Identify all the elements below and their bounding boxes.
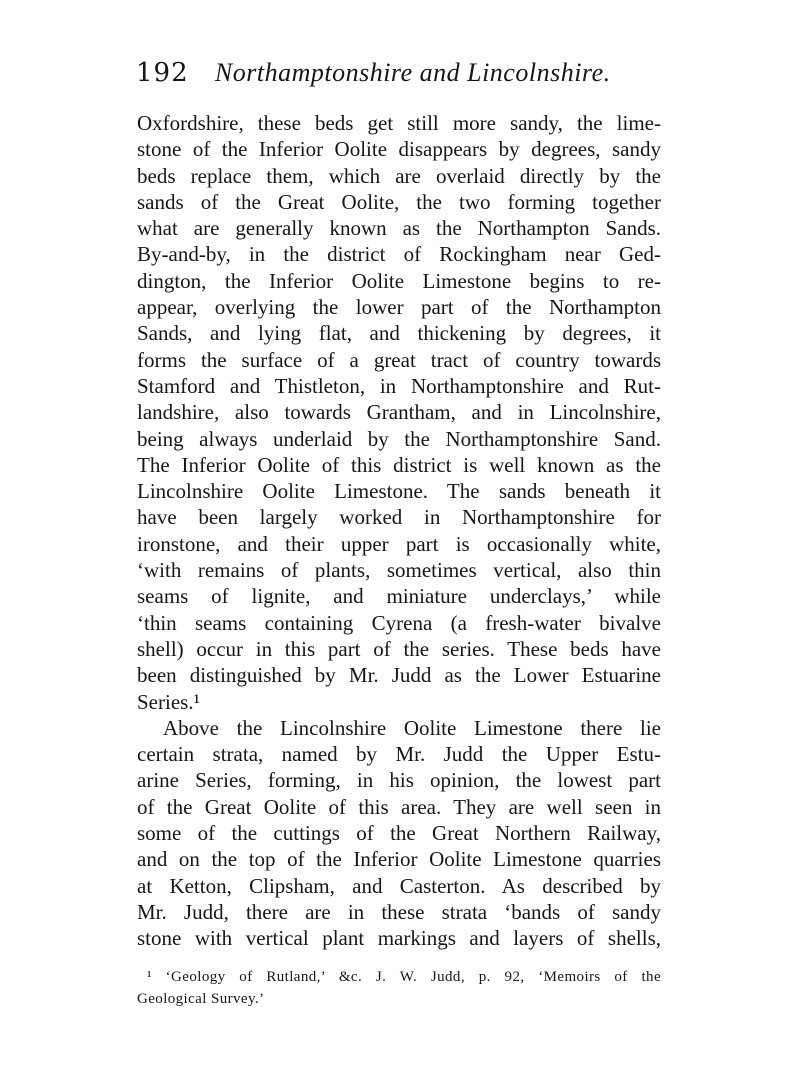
- text-line: ‘thin seams containing Cyrena (a fresh-water bivalve: [137, 610, 661, 635]
- footnote-line: ¹ ‘Geology of Rutland,’ &c. J. W. Judd, p. 92, ‘Memoirs of the: [147, 969, 661, 985]
- text-line: Series.¹: [137, 689, 200, 714]
- text-line: have been largely worked in Northamptonshire for: [137, 505, 661, 530]
- paragraph-first-line: Above the Lincolnshire Oolite Limestone there lie: [163, 715, 661, 740]
- text-line: certain strata, named by Mr. Judd the Upper Estu-: [137, 742, 661, 767]
- text-line: By-and-by, in the district of Rockingham near Ged-: [137, 242, 661, 267]
- text-line: seams of lignite, and miniature underclays,’ while: [137, 584, 661, 609]
- text-line: stone of the Inferior Oolite disappears by degrees, sandy: [137, 137, 661, 162]
- text-line: beds replace them, which are overlaid directly by the: [137, 163, 661, 188]
- text-line: landshire, also towards Grantham, and in Lincolnshire,: [137, 400, 661, 425]
- text-line: and on the top of the Inferior Oolite Limestone quarries: [137, 847, 661, 872]
- text-line: at Ketton, Clipsham, and Casterton. As described by: [137, 873, 661, 898]
- text-line: forms the surface of a great tract of country towards: [137, 347, 661, 372]
- text-line: being always underlaid by the Northamptonshire Sand.: [137, 426, 661, 451]
- text-line: appear, overlying the lower part of the Northampton: [137, 295, 661, 320]
- text-line: Mr. Judd, there are in these strata ‘bands of sandy: [137, 899, 661, 924]
- text-line: what are generally known as the Northampton Sands.: [137, 216, 661, 241]
- footnote: [137, 966, 661, 1010]
- page-number: 192: [136, 58, 189, 88]
- text-line: sands of the Great Oolite, the two forming together: [137, 189, 661, 214]
- footnote-line: Geological Survey.’: [137, 991, 265, 1007]
- text-line: shell) occur in this part of the series. These beds have: [137, 636, 661, 661]
- text-line: Oxfordshire, these beds get still more sandy, the lime-: [137, 111, 661, 135]
- text-line: Lincolnshire Oolite Limestone. The sands beneath it: [137, 479, 661, 504]
- text-line: been distinguished by Mr. Judd as the Lower Estuarine: [137, 663, 661, 688]
- text-line: some of the cuttings of the Great Northern Railway,: [137, 821, 661, 846]
- text-line: stone with vertical plant markings and layers of shells,: [137, 926, 661, 951]
- running-header: [136, 56, 666, 90]
- running-title: Northamptonshire and Lincolnshire.: [214, 58, 611, 87]
- text-line: arine Series, forming, in his opinion, the lowest part: [137, 768, 661, 793]
- text-line: The Inferior Oolite of this district is well known as the: [137, 452, 661, 477]
- body-text: [137, 110, 661, 952]
- text-line: ironstone, and their upper part is occasionally white,: [137, 531, 661, 556]
- text-line: ‘with remains of plants, sometimes vertical, also thin: [137, 558, 661, 583]
- text-line: dington, the Inferior Oolite Limestone begins to re-: [137, 268, 661, 293]
- text-line: of the Great Oolite of this area. They are well seen in: [137, 794, 661, 819]
- text-line: Sands, and lying flat, and thickening by degrees, it: [137, 321, 661, 346]
- text-line: Stamford and Thistleton, in Northamptonshire and Rut-: [137, 373, 661, 398]
